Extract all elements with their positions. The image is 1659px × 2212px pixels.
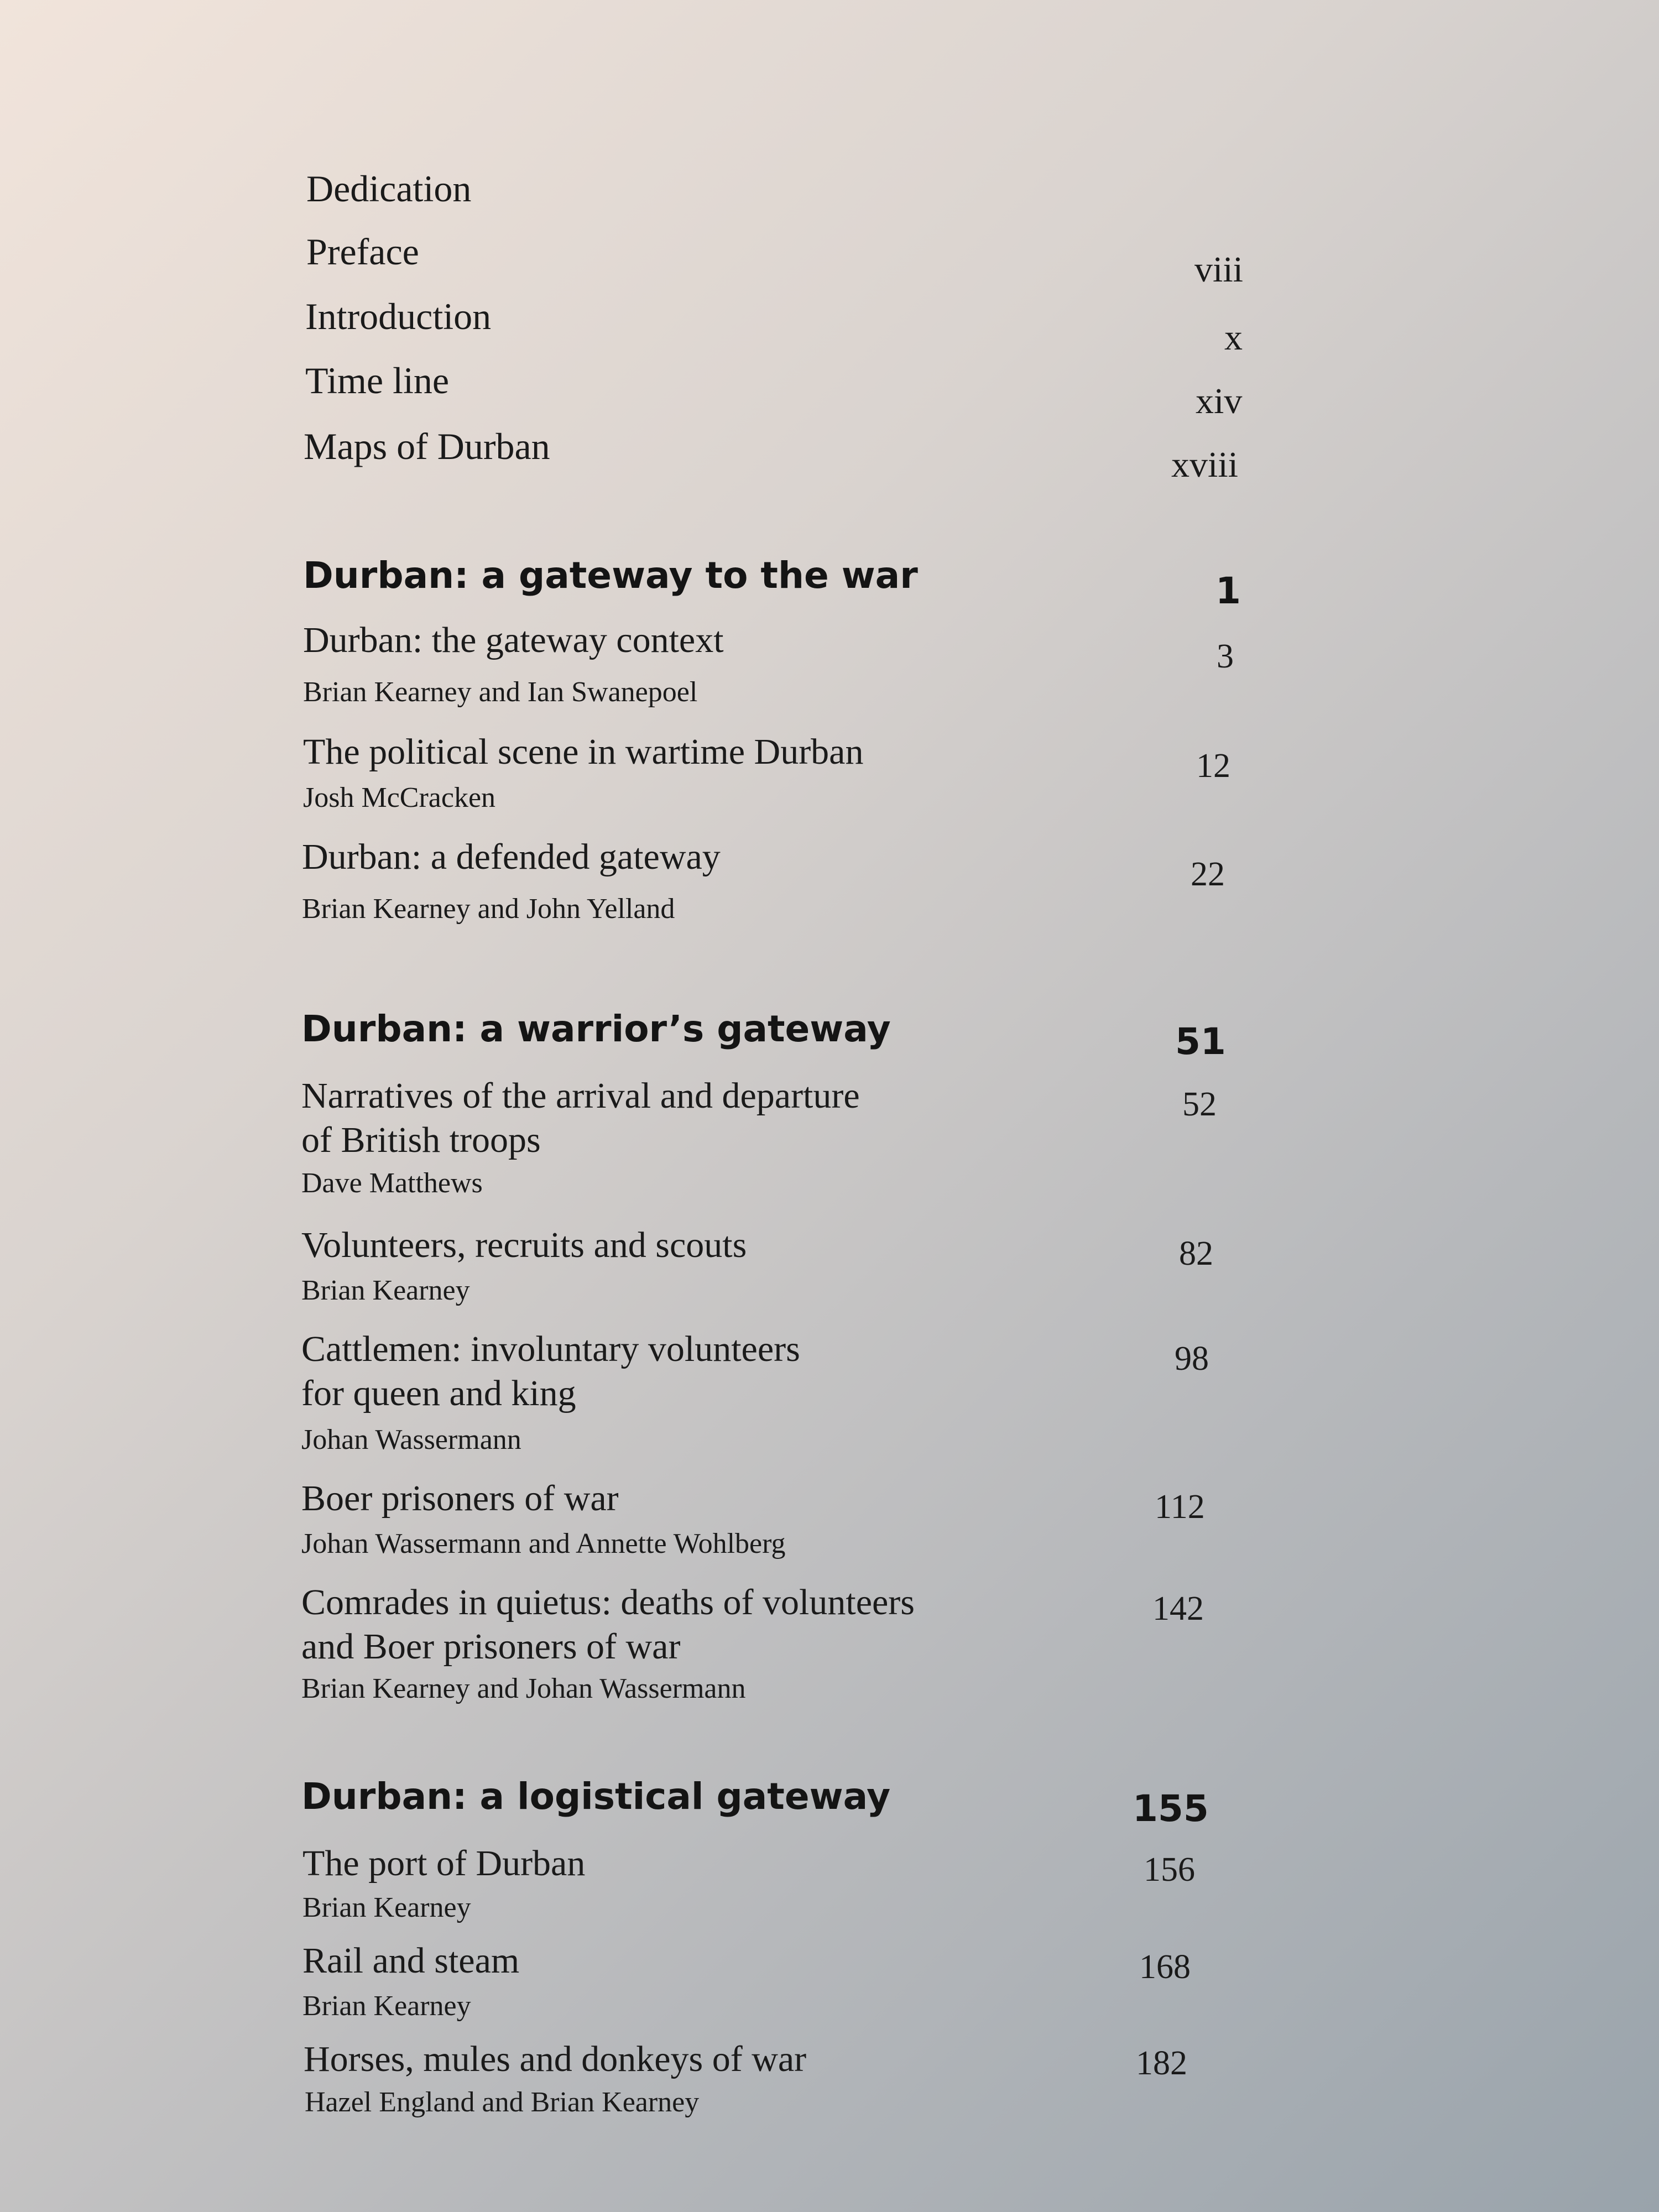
chapter-title: Cattlemen: involuntary volunteers for queen and king	[301, 1329, 800, 1413]
toc-entry-preface: Preface	[306, 231, 419, 273]
chapter-page: 98	[1175, 1340, 1209, 1378]
chapter-page: 112	[1155, 1488, 1205, 1526]
chapter-title: The port of Durban	[302, 1843, 586, 1884]
chapter-title: The political scene in wartime Durban	[303, 732, 864, 772]
toc-entry-dedication: Dedication	[306, 168, 472, 210]
chapter-author: Brian Kearney and Johan Wassermann	[301, 1673, 746, 1704]
chapter-author: Hazel England and Brian Kearney	[305, 2086, 700, 2118]
chapter-author: Josh McCracken	[303, 782, 496, 813]
chapter-title: Volunteers, recruits and scouts	[301, 1225, 747, 1265]
chapter-page: 12	[1196, 747, 1230, 785]
chapter-author: Dave Matthews	[301, 1167, 483, 1199]
chapter-author: Brian Kearney	[302, 1990, 471, 2022]
chapter-author: Johan Wassermann and Annette Wohlberg	[301, 1528, 786, 1559]
chapter-page: 52	[1182, 1086, 1217, 1123]
chapter-author: Brian Kearney and John Yelland	[302, 893, 675, 925]
chapter-title: Narratives of the arrival and departure of British troops	[301, 1076, 860, 1160]
chapter-title: Comrades in quietus: deaths of volunteers and Boer prisoners of war	[301, 1582, 915, 1667]
toc-entry-maps-of-durban: Maps of Durban	[304, 425, 550, 467]
chapter-author: Brian Kearney and Ian Swanepoel	[303, 676, 698, 708]
section-title-warriors-gateway: Durban: a warrior’s gateway	[301, 1008, 891, 1050]
chapter-title: Durban: a defended gateway	[302, 837, 721, 877]
chapter-page: 156	[1144, 1851, 1195, 1888]
chapter-page: 3	[1217, 638, 1234, 675]
chapter-title: Durban: the gateway context	[303, 620, 724, 660]
toc-page-preface: viii	[1194, 249, 1244, 290]
chapter-page: 22	[1191, 855, 1225, 893]
chapter-title: Boer prisoners of war	[301, 1478, 619, 1519]
section-title-gateway-to-war: Durban: a gateway to the war	[303, 554, 918, 597]
chapter-author: Brian Kearney	[301, 1275, 470, 1306]
chapter-page: 168	[1139, 1948, 1191, 1986]
toc-page-introduction-value: x	[1224, 317, 1243, 358]
section-page-warriors-gateway: 51	[1175, 1020, 1226, 1063]
chapter-author: Johan Wassermann	[301, 1424, 521, 1455]
section-page-gateway-to-war: 1	[1215, 570, 1241, 612]
toc-entry-time-line: Time line	[305, 359, 450, 401]
toc-page-time-line: xiv	[1196, 381, 1243, 421]
toc-page-maps-of-durban: xviii	[1171, 445, 1239, 485]
chapter-page: 182	[1136, 2044, 1187, 2082]
chapter-page: 142	[1152, 1590, 1204, 1627]
chapter-title: Rail and steam	[302, 1940, 520, 1981]
toc-entry-introduction: Introduction	[305, 295, 492, 337]
chapter-author: Brian Kearney	[302, 1892, 471, 1923]
chapter-title: Horses, mules and donkeys of war	[304, 2039, 807, 2079]
section-page-logistical-gateway: 155	[1133, 1787, 1209, 1830]
section-title-logistical-gateway: Durban: a logistical gateway	[301, 1775, 891, 1818]
chapter-page: 82	[1179, 1235, 1213, 1272]
